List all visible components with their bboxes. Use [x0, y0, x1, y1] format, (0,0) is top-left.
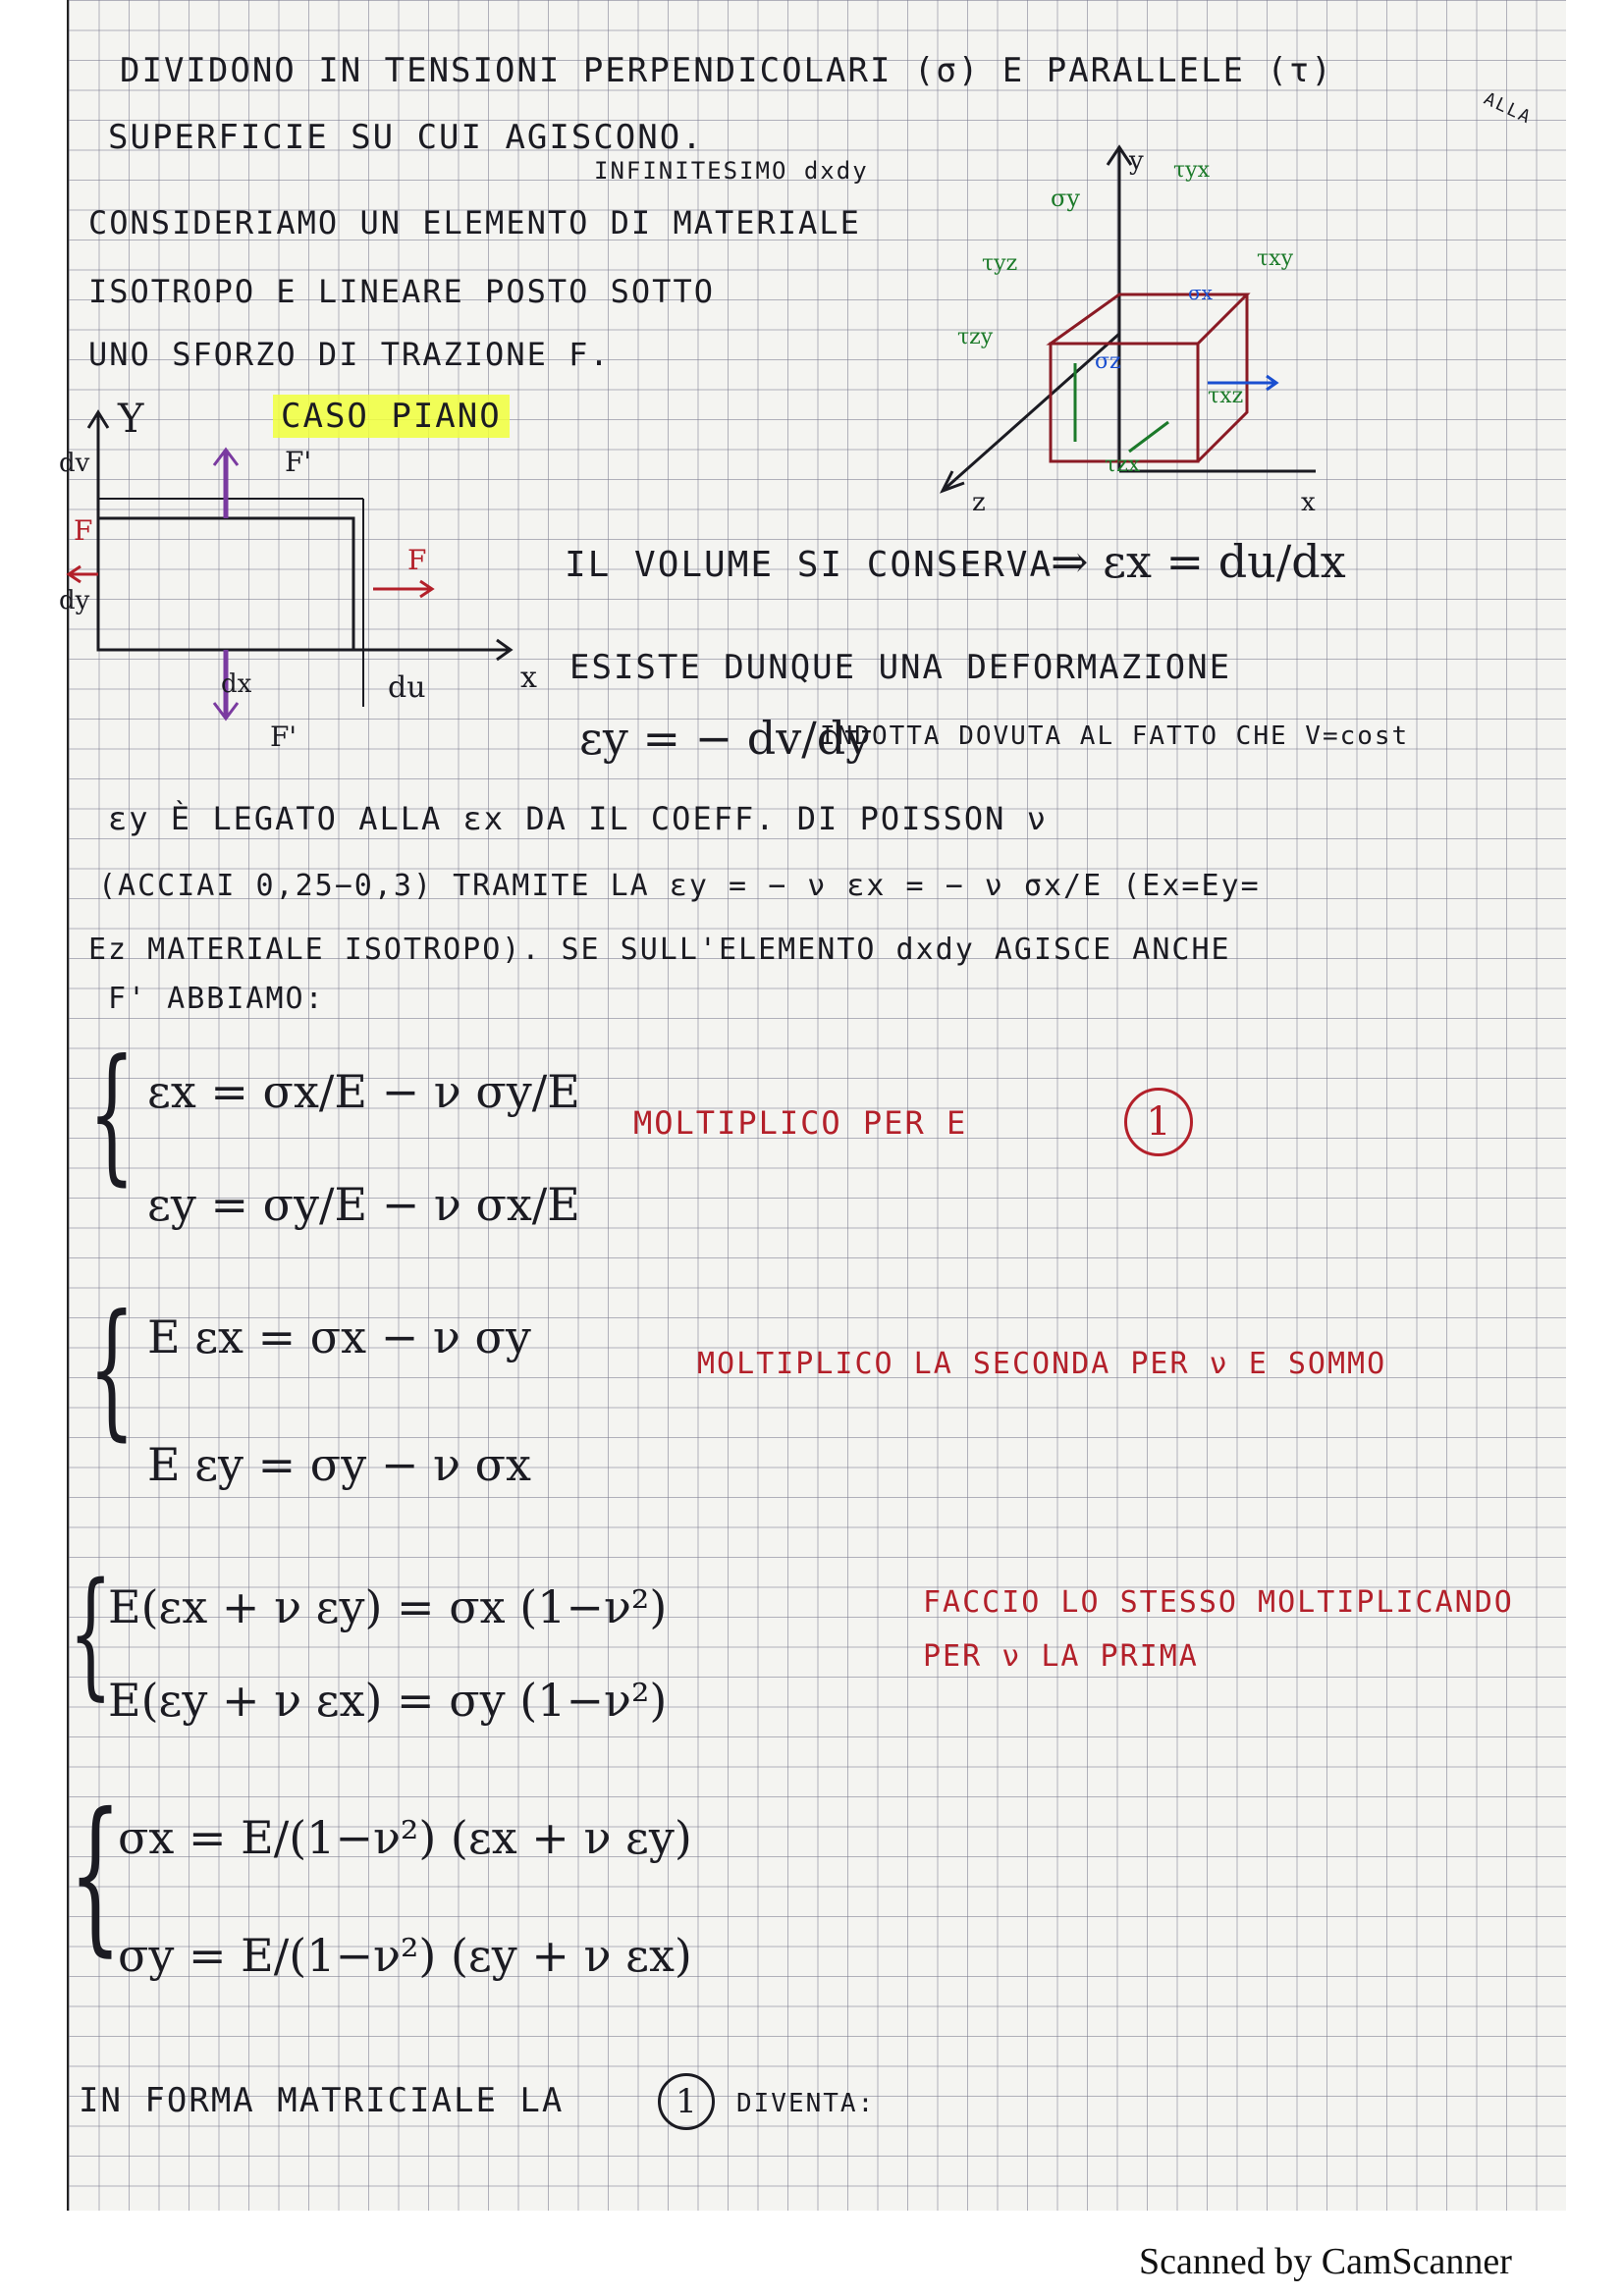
plane-label-y: Y — [118, 397, 144, 442]
cube-top-face — [1051, 294, 1247, 344]
plane-label-du: du — [388, 670, 426, 705]
cube-front-face — [1051, 344, 1198, 461]
considerando-line-1: CONSIDERIAMO UN ELEMENTO DI MATERIALE — [88, 204, 861, 241]
cube-z-axis — [943, 334, 1119, 491]
system-4-eq-2: σy = E/(1−ν²) (εy + ν εx) — [118, 1929, 692, 1982]
plane-label-x: x — [520, 661, 537, 695]
eps-x-definition: ⇒ εx = du/dx — [1051, 535, 1346, 588]
acciai-line: (ACCIAI 0,25−0,3) TRAMITE LA εy = − ν εx = − ν σx/E (Ex=Ey= — [98, 869, 1261, 903]
cube-label-sigma-z: σz — [1095, 349, 1121, 374]
cube-label-tau-xz: τxz — [1208, 384, 1244, 408]
cube-label-sigma-y: σy — [1051, 185, 1080, 212]
annotation-infinitesimo: INFINITESIMO dxdy — [594, 157, 869, 185]
plane-label-dx: dx — [221, 669, 252, 699]
cube-label-x: x — [1301, 488, 1316, 517]
system-1-brace: { — [88, 1029, 135, 1200]
header-line-2: SUPERFICIE SU CUI AGISCONO. — [108, 118, 704, 157]
system-1-eq-1: εx = σx/E − ν σy/E — [147, 1065, 580, 1118]
notebook-page — [59, 0, 1566, 2211]
equation-ref-circle-2: 1 — [658, 2073, 715, 2130]
considerando-line-3: UNO SFORZO DI TRAZIONE F. — [88, 336, 611, 373]
cube-label-tau-zy: τzy — [957, 325, 994, 349]
system-2-eq-2: E εy = σy − ν σx — [147, 1438, 531, 1491]
indotta-line: INDOTTA DOVUTA AL FATTO CHE V=cost — [820, 721, 1410, 751]
system-2-eq-1: E εx = σx − ν σy — [147, 1310, 531, 1363]
note-moltiplico-e: MOLTIPLICO PER E — [633, 1104, 968, 1142]
plane-label-f-prime-bottom: F' — [270, 721, 298, 753]
system-4-eq-1: σx = E/(1−ν²) (εx + ν εy) — [118, 1811, 692, 1864]
plane-label-f-prime-top: F' — [285, 446, 312, 478]
volume-line: IL VOLUME SI CONSERVA — [565, 545, 1054, 585]
cube-label-z: z — [972, 488, 986, 517]
plane-label-dv: dv — [59, 449, 90, 478]
plane-label-f-left: F — [74, 514, 93, 547]
caso-piano-title: CASO PIANO — [273, 395, 510, 438]
stress-cube-diagram — [884, 137, 1345, 530]
note-faccio-1: FACCIO LO STESSO MOLTIPLICANDO — [923, 1585, 1514, 1620]
cube-label-y: y — [1129, 146, 1144, 176]
system-2-brace: { — [88, 1284, 135, 1455]
cube-label-tau-zx: τzx — [1105, 453, 1141, 477]
system-3-eq-1: E(εx + ν εy) = σx (1−ν²) — [108, 1580, 668, 1633]
forma-line: IN FORMA MATRICIALE LA — [79, 2081, 565, 2120]
forma-line-end: DIVENTA: — [736, 2089, 876, 2118]
cube-label-tau-yz: τyz — [982, 251, 1018, 276]
plane-element-rect — [98, 518, 353, 650]
f-abbiamo-line: F' ABBIAMO: — [108, 982, 325, 1016]
header-line-1-end: ALLA — [1480, 88, 1536, 129]
plane-label-dy: dy — [59, 586, 90, 615]
cube-label-tau-xy: τxy — [1257, 246, 1294, 271]
header-line-1: DIVIDONO IN TENSIONI PERPENDICOLARI (σ) E PARALLELE (τ) — [120, 51, 1333, 90]
note-faccio-2: PER ν LA PRIMA — [923, 1639, 1199, 1674]
considerando-line-2: ISOTROPO E LINEARE POSTO SOTTO — [88, 273, 715, 310]
ez-line: Ez MATERIALE ISOTROPO). SE SULL'ELEMENTO dxdy AGISCE ANCHE — [88, 933, 1231, 967]
plane-label-f-right: F — [407, 544, 427, 576]
system-3-eq-2: E(εy + ν εx) = σy (1−ν²) — [108, 1674, 668, 1727]
note-seconda: MOLTIPLICO LA SECONDA PER ν E SOMMO — [697, 1347, 1387, 1381]
cube-label-tau-yx: τyx — [1173, 158, 1211, 183]
plane-element-diagram — [59, 393, 579, 753]
cube-label-sigma-x: σx — [1188, 281, 1213, 304]
equation-ref-circle-1: 1 — [1124, 1088, 1193, 1156]
scanner-footer: Scanned by CamScanner — [1139, 2241, 1512, 2282]
legato-line: εy È LEGATO ALLA εx DA IL COEFF. DI POISSON ν — [108, 800, 1048, 837]
esiste-line: ESISTE DUNQUE UNA DEFORMAZIONE — [569, 648, 1232, 687]
system-4-brace: { — [69, 1778, 123, 1972]
system-3-brace: { — [69, 1554, 113, 1714]
system-1-eq-2: εy = σy/E − ν σx/E — [147, 1178, 580, 1231]
eps-y-definition: εy = − dv/dy — [579, 712, 872, 765]
